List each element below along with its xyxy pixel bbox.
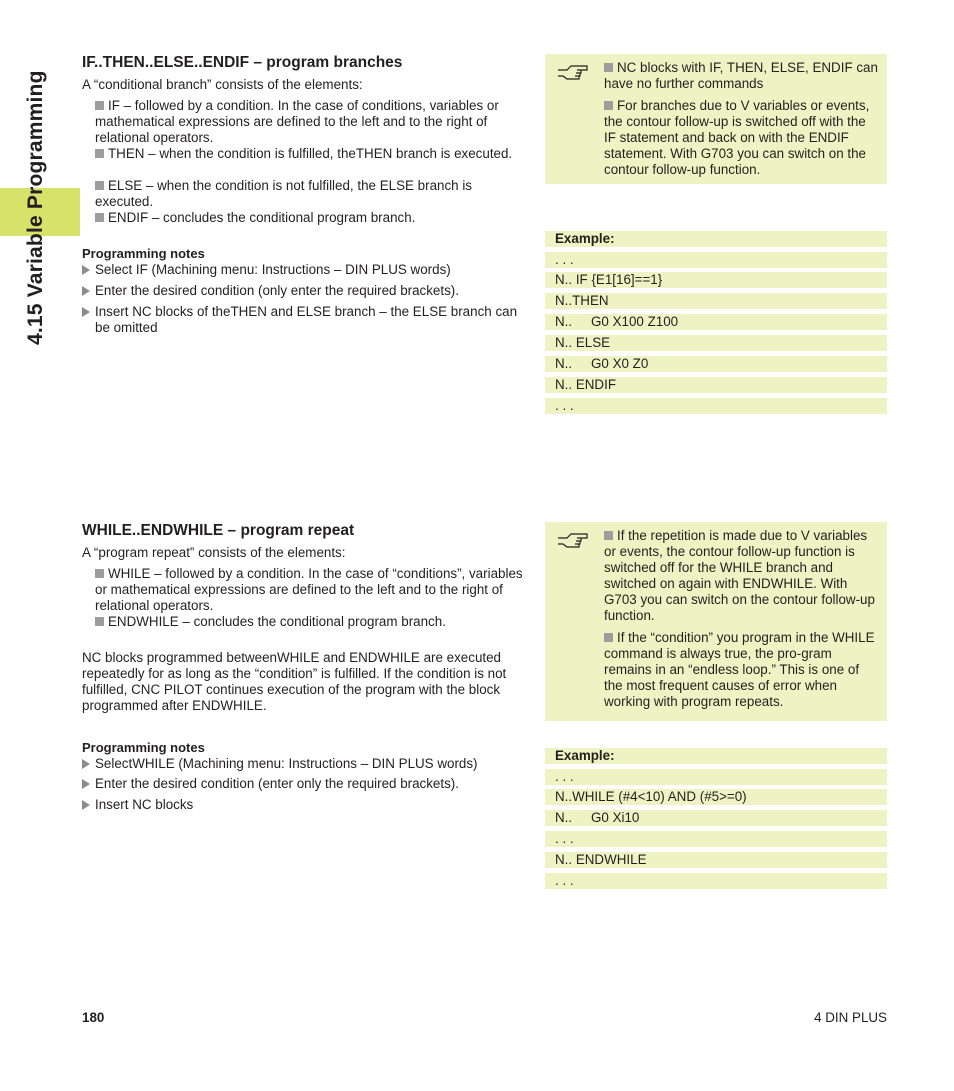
if-element-if: IF – followed by a condition. In the case of conditions, variables or mathematical expressions are defined to the left and to the right of relational operators. (95, 98, 499, 145)
while-note-2: If the “condition” you program in the WHILE command is always true, the pro-gram remains in an “endless loop.” This is one of the most frequent causes of error when working with program repeats. (604, 630, 875, 709)
if-example-row: N.. G0 X100 Z100 (545, 314, 887, 330)
if-element-then: THEN – when the condition is fulfilled, theTHEN branch is executed. (95, 146, 527, 162)
while-example-row: N.. ENDWHILE (545, 852, 887, 868)
if-example-row: N.. IF {E1[16]==1} (545, 272, 887, 288)
while-example-heading: Example: (545, 748, 887, 764)
square-bullet-icon (604, 63, 613, 72)
if-step-2: Enter the desired condition (only enter the required brackets). (82, 283, 522, 299)
if-note-1: NC blocks with IF, THEN, ELSE, ENDIF can have no further commands (604, 60, 878, 91)
chapter-label: 4.15 Variable Programming (24, 70, 47, 345)
square-bullet-icon (604, 633, 613, 642)
if-example-row: . . . (545, 252, 887, 268)
while-example-row: . . . (545, 873, 887, 889)
square-bullet-icon (95, 101, 104, 110)
if-element-endif: ENDIF – concludes the conditional program branch. (95, 210, 527, 226)
pointing-hand-icon (557, 531, 589, 551)
if-example-heading: Example: (545, 231, 887, 247)
while-step-3: Insert NC blocks (82, 797, 522, 813)
if-example-row: N.. ELSE (545, 335, 887, 351)
while-example-row: N.. G0 Xi10 (545, 810, 887, 826)
square-bullet-icon (95, 149, 104, 158)
square-bullet-icon (604, 531, 613, 540)
while-step-1: SelectWHILE (Machining menu: Instructions – DIN PLUS words) (82, 756, 522, 772)
square-bullet-icon (604, 101, 613, 110)
if-example-row: N.. G0 X0 Z0 (545, 356, 887, 372)
triangle-arrow-icon (82, 800, 90, 810)
triangle-arrow-icon (82, 265, 90, 275)
if-step-3: Insert NC blocks of theTHEN and ELSE branch – the ELSE branch can be omitted (82, 304, 522, 336)
chapter-footer: 4 DIN PLUS (814, 1010, 887, 1025)
page-number: 180 (82, 1010, 105, 1025)
triangle-arrow-icon (82, 759, 90, 769)
pointing-hand-icon (557, 63, 589, 83)
while-note-1: If the repetition is made due to V variables or events, the contour follow-up function is switched off for the WHILE branch and switched on again with ENDWHILE. With G703 you can switch on the contour follow-up function. (604, 528, 875, 623)
if-element-else: ELSE – when the condition is not fulfilled, the ELSE branch is executed. (95, 178, 472, 209)
while-intro: A “program repeat” consists of the elements: (82, 545, 346, 560)
if-notes-heading: Programming notes (82, 246, 205, 261)
while-element-while: WHILE – followed by a condition. In the case of “conditions”, variables or mathematical expressions are defined to the left and to the right of relational operators. (95, 566, 523, 613)
if-note-box (545, 54, 887, 184)
if-example-row: N..THEN (545, 293, 887, 309)
if-step-1: Select IF (Machining menu: Instructions – DIN PLUS words) (82, 262, 522, 278)
square-bullet-icon (95, 181, 104, 190)
if-example-row: N.. ENDIF (545, 377, 887, 393)
if-intro: A “conditional branch” consists of the elements: (82, 77, 363, 92)
while-element-endwhile: ENDWHILE – concludes the conditional program branch. (95, 614, 527, 630)
while-step-2: Enter the desired condition (enter only the required brackets). (82, 776, 522, 792)
square-bullet-icon (95, 213, 104, 222)
triangle-arrow-icon (82, 779, 90, 789)
triangle-arrow-icon (82, 286, 90, 296)
while-section-title: WHILE..ENDWHILE – program repeat (82, 522, 355, 539)
if-note-2: For branches due to V variables or events, the contour follow-up is switched off with the IF statement and back on with the ENDIF statement. With G703 you can switch on the contour follow-up function. (604, 98, 870, 177)
while-body: NC blocks programmed betweenWHILE and ENDWHILE are executed repeatedly for as long as the “condition” is fulfilled. If the condition is not fulfilled, CNC PILOT continues execution of the program with the block programmed after ENDWHILE. (82, 650, 507, 713)
if-example-row: . . . (545, 398, 887, 414)
while-example-row: . . . (545, 769, 887, 785)
triangle-arrow-icon (82, 307, 90, 317)
square-bullet-icon (95, 569, 104, 578)
while-example-row: . . . (545, 831, 887, 847)
while-notes-heading: Programming notes (82, 740, 205, 755)
if-section-title: IF..THEN..ELSE..ENDIF – program branches (82, 54, 403, 71)
while-note-box (545, 522, 887, 721)
while-example-row: N..WHILE (#4<10) AND (#5>=0) (545, 789, 887, 805)
square-bullet-icon (95, 617, 104, 626)
